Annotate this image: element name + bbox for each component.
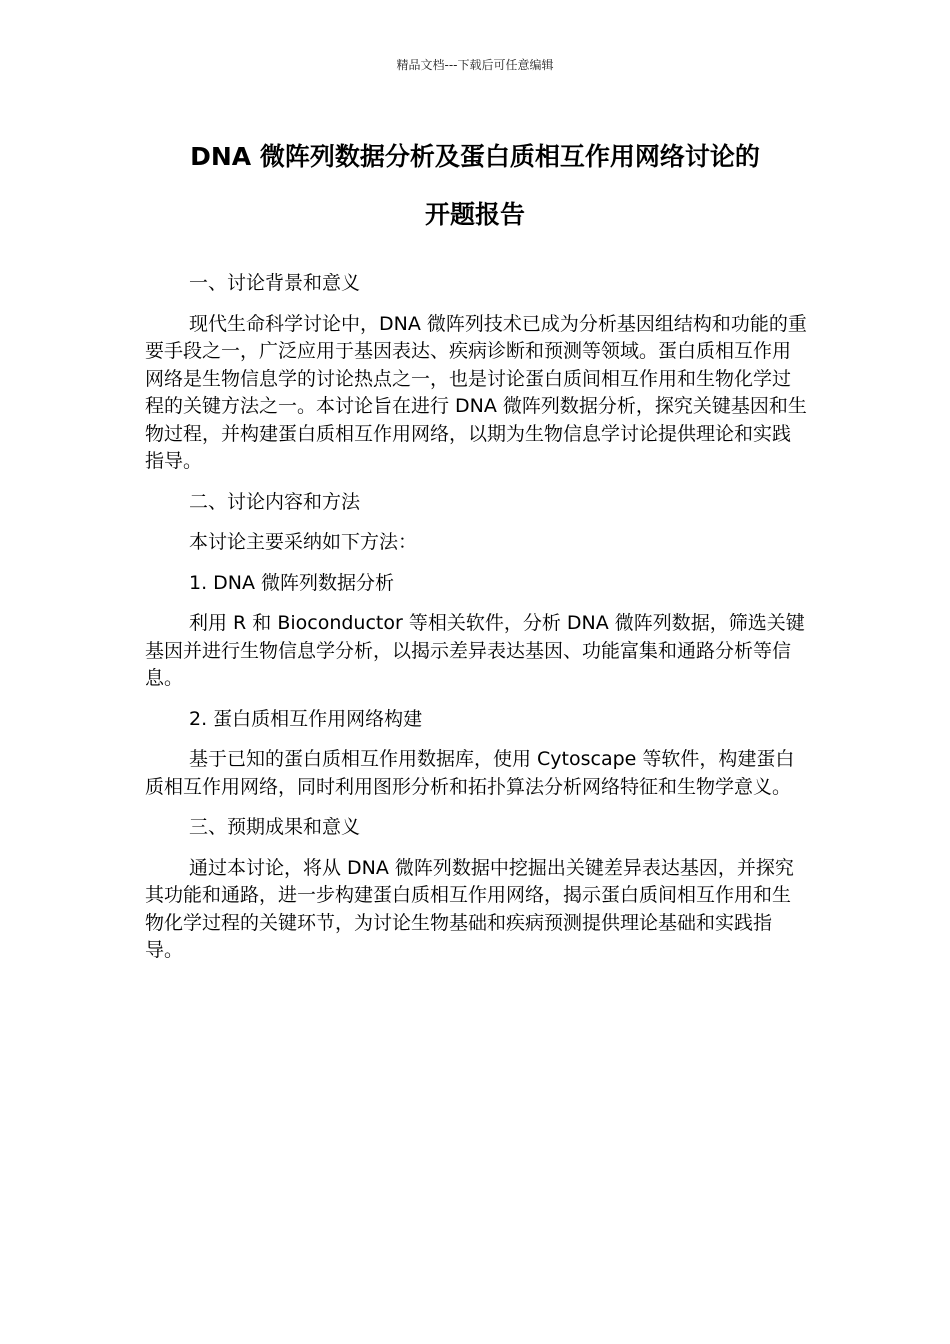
methods-intro: 本讨论主要采纳如下方法： xyxy=(189,531,418,553)
section-heading-outcomes: 三、预期成果和意义 xyxy=(189,816,361,838)
method-heading-ppi-network: 2. 蛋白质相互作用网络构建 xyxy=(189,707,423,730)
method-text-microarray: 利用 R 和 Bioconductor 等相关软件，分析 DNA 微阵列数据，筛选关键基因并进行生物信息学分析，以揭示差异表达基因、功能富集和通路分析等信息。 xyxy=(145,612,805,689)
background-paragraph: 现代生命科学讨论中，DNA 微阵列技术已成为分析基因组结构和功能的重要手段之一，广泛应用于基因表达、疾病诊断和预测等领域。蛋白质相互作用网络是生物信息学的讨论热点之一，也是讨论蛋白质间相互作用和生物化学过程的关键方法之一。本讨论旨在进行 DNA 微阵列数据分析，探究关键基因和生物过程，并构建蛋白质相互作用网络，以期为生物信息学讨论提供理论和实践指导。 xyxy=(145,312,807,472)
section-heading-methods: 二、讨论内容和方法 xyxy=(189,490,361,513)
outcomes-paragraph: 通过本讨论，将从 DNA 微阵列数据中挖掘出关键差异表达基因，并探究其功能和通路，进一步构建蛋白质相互作用网络，揭示蛋白质间相互作用和生物化学过程的关键环节，为讨论生物基础和疾病预测提供理论基础和实践指导。 xyxy=(145,856,794,961)
document-title xyxy=(145,128,805,244)
document-title-line-1: DNA 微阵列数据分析及蛋白质相互作用网络讨论的 xyxy=(190,142,760,171)
document-body xyxy=(145,270,807,978)
section-heading-background: 一、讨论背景和意义 xyxy=(189,272,361,294)
page-header: 精品文档---下载后可任意编辑 xyxy=(396,58,554,72)
method-text-ppi-network: 基于已知的蛋白质相互作用数据库，使用 Cytoscape 等软件，构建蛋白质相互作用网络，同时利用图形分析和拓扑算法分析网络特征和生物学意义。 xyxy=(145,748,795,798)
document-title-line-2: 开题报告 xyxy=(424,200,525,229)
method-heading-microarray: 1. DNA 微阵列数据分析 xyxy=(189,571,395,594)
